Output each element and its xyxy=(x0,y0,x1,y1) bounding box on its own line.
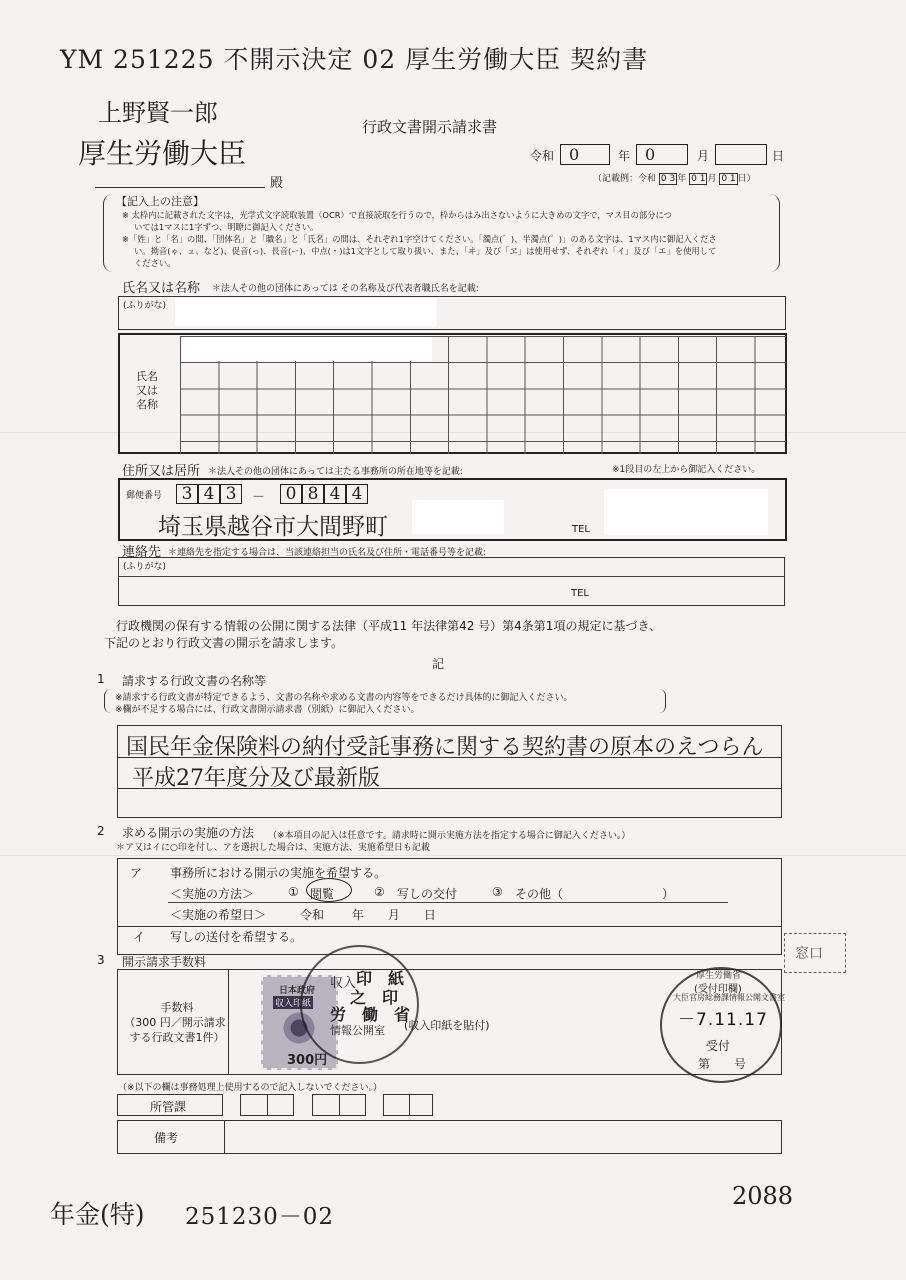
ki-label: 記 xyxy=(432,657,445,671)
option-a-label[interactable]: ア xyxy=(130,866,143,880)
date-example-year-unit: 年 xyxy=(677,174,687,184)
notes-body xyxy=(122,209,717,269)
form-title: 行政文書開示請求書 xyxy=(362,118,498,136)
date-day-unit: 日 xyxy=(772,149,785,163)
method-opt3-number: ③ xyxy=(492,885,503,899)
date-month-box[interactable] xyxy=(636,144,688,165)
dept-label-box xyxy=(117,1094,223,1116)
section1-number: 1 xyxy=(97,672,105,686)
receipt-stamp-title: (受付印欄) xyxy=(694,984,742,995)
date-example-month-unit: 月 xyxy=(707,174,717,184)
method-opt3-close: ） xyxy=(662,887,675,901)
document-name-line-1: 国民年金保険料の納付受託事務に関する契約書の原本のえつらん xyxy=(126,735,764,760)
section1-note-2: ※欄が不足する場合には、行政文書開示請求書（別紙）に御記入ください。 xyxy=(115,705,420,715)
handwritten-bottom-code: 251230－02 xyxy=(185,1204,335,1230)
address-section-note: ＊法人その他の団体にあっては主たる事務所の所在地等を記載: xyxy=(208,467,463,477)
date-year-value: 0 xyxy=(569,145,580,164)
notes-title: 【記入上の注意】 xyxy=(116,195,204,208)
date-month-unit: 月 xyxy=(697,149,710,163)
address-section-label: 住所又は居所 xyxy=(122,464,201,479)
postal-code-1[interactable] xyxy=(176,484,242,504)
notes-line-1: ※ 太枠内に記載された文字は，光学式文字読取装置（OCR）で直接読取を行うので，枠からはみ出さないように大きめの文字で，マス目の部分につ xyxy=(122,210,672,220)
name-row-label-1: 氏名 xyxy=(136,370,158,383)
redacted-furigana xyxy=(175,298,437,326)
date-month-value: 0 xyxy=(645,145,656,164)
method-opt1-number: ① xyxy=(288,885,299,899)
remarks-box xyxy=(117,1120,782,1154)
date-day-box[interactable] xyxy=(715,144,767,165)
receipt-stamp-date: －7.11.17 xyxy=(678,1010,768,1030)
receipt-stamp-top: 厚生労働省 xyxy=(696,971,742,981)
postal-digit: 3 xyxy=(220,484,242,504)
name-row-label-3: 名称 xyxy=(136,398,158,411)
date-year-box[interactable] xyxy=(560,144,610,165)
handwritten-addressee-name: 上野賢一郎 xyxy=(98,99,218,127)
remarks-label: 備考 xyxy=(154,1131,179,1145)
address-tel-label: TEL xyxy=(572,524,590,535)
notes-line-3: ※「姓」と「名」の間、「団体名」と「職名」と「氏名」の間は、それぞれ1字空けてください。「濁点(゛)、半濁点(゜)」のある文字は、1マス内に御記入くださ xyxy=(122,234,717,244)
name-furigana-label: (ふりがな) xyxy=(123,301,167,311)
cancellation-seal-prefix: 収入 xyxy=(330,976,357,991)
redacted-tel xyxy=(604,489,768,535)
contact-section-note: ＊連絡先を指定する場合は、当該連絡担当の氏名及び住所・電話番号等を記載: xyxy=(168,548,487,558)
postal-dash: － xyxy=(252,490,266,505)
cancellation-seal-text-2: 之 印 xyxy=(350,988,399,1007)
cancellation-seal-text-4: 情報公開室 xyxy=(330,1024,385,1037)
method-label: ＜実施の方法＞ xyxy=(170,887,255,901)
notes-line-4: い。拗音(ゃ、ュ、など)、促音(っ)、長音(ー)、中点(・)は1文字として取り扱い、また、「ヰ」及び「ヱ」は使用せず、それぞれ「イ」及び「エ」を使用して xyxy=(134,246,717,256)
method-opt2-number: ② xyxy=(374,885,385,899)
fee-label xyxy=(126,1000,228,1045)
notes-line-5: ください。 xyxy=(134,258,176,268)
section1-note-1: ※請求する行政文書が特定できるよう、文書の名称や求める文書の内容等をできるだけ具体的に御記入ください。 xyxy=(115,693,573,703)
date-example-year: 0 3 xyxy=(660,174,676,184)
desired-date-text[interactable]: 令和 年 月 日 xyxy=(300,908,436,922)
name-row-label-2: 又は xyxy=(136,384,158,397)
addressee-underline xyxy=(95,187,265,188)
postal-label: 郵便番号 xyxy=(126,491,163,501)
redacted-name xyxy=(182,337,432,361)
address-right-note: ※1段目の左上から御記入ください。 xyxy=(612,465,761,475)
date-era: 令和 xyxy=(530,149,555,163)
dept-label: 所管課 xyxy=(150,1100,187,1114)
option-i-text: 写しの送付を希望する。 xyxy=(170,930,303,944)
cancellation-seal-text-1: 印 紙 xyxy=(356,969,405,988)
option-i-label[interactable]: イ xyxy=(133,930,146,944)
postal-digit: 3 xyxy=(176,484,198,504)
date-example xyxy=(593,171,756,184)
revenue-stamp-header: 日本政府 xyxy=(279,986,316,996)
dono-label: 殿 xyxy=(270,176,284,191)
postal-digit: 8 xyxy=(302,484,324,504)
method-opt3-other[interactable]: その他（ xyxy=(515,887,564,901)
section3-title: 開示請求手数料 xyxy=(122,955,207,969)
date-example-month: 0 1 xyxy=(691,174,706,184)
preamble-line-1: 行政機関の保有する情報の公開に関する法律（平成11 年法律第42 号）第4条第1項の規定に基づき、 xyxy=(116,619,661,633)
receipt-stamp-mid: 受付 xyxy=(706,1039,731,1053)
handwritten-addressee-title: 厚生労働大臣 xyxy=(78,137,247,170)
method-opt2-copy[interactable]: 写しの交付 xyxy=(397,887,458,901)
dept-code-box-3 xyxy=(383,1094,433,1116)
date-example-prefix: （記載例：令和 xyxy=(593,174,657,184)
contact-furigana-label: (ふりがな) xyxy=(123,562,167,572)
office-use-note: （※以下の欄は事務処理上使用するので記入しないでください。） xyxy=(118,1083,383,1093)
date-year-unit: 年 xyxy=(618,149,631,163)
contact-box[interactable] xyxy=(118,557,785,606)
date-example-day: 0 1 xyxy=(721,174,736,184)
receipt-stamp-org: 大臣官房総務課情報公開文書室 xyxy=(673,993,785,1002)
section2-number: 2 xyxy=(97,824,105,838)
date-example-day-unit: 日） xyxy=(737,174,756,184)
postal-digit: 4 xyxy=(198,484,220,504)
cancellation-seal-text-3: 労 働 省 xyxy=(330,1005,411,1024)
dept-code-box-1 xyxy=(240,1094,294,1116)
preamble-line-2: 下記のとおり行政文書の開示を請求します。 xyxy=(104,636,344,650)
section2-sub-note: ＊ア又はイに○印を付し、アを選択した場合は、実施方法、実施希望日も記載 xyxy=(116,843,430,853)
contact-tel-label: TEL xyxy=(571,588,589,599)
dept-code-box-2 xyxy=(312,1094,366,1116)
fee-label-2: （300 円／開示請求 xyxy=(124,1016,226,1029)
side-stamp-text: 窓口 xyxy=(795,946,823,962)
name-section-label: 氏名又は名称 xyxy=(122,281,201,296)
revenue-stamp-value: 300円 xyxy=(287,1053,328,1068)
redacted-address xyxy=(412,500,504,534)
name-row-label xyxy=(136,370,158,412)
handwritten-circle-browse xyxy=(306,878,352,902)
postal-code-2[interactable] xyxy=(280,484,368,504)
section1-title: 請求する行政文書の名称等 xyxy=(122,674,267,688)
postal-digit: 4 xyxy=(324,484,346,504)
section2-title-note: （※本項目の記入は任意です。請求時に開示実施方法を指定する場合に御記入ください。） xyxy=(268,831,631,841)
receipt-stamp-bottom: 第 号 xyxy=(698,1057,747,1071)
section3-number: 3 xyxy=(97,953,105,967)
section2-title: 求める開示の実施の方法 xyxy=(122,826,255,840)
fee-label-3: する行政文書1件） xyxy=(129,1031,225,1044)
address-handwritten: 埼玉県越谷市大間野町 xyxy=(158,514,388,540)
name-section-note: ＊法人その他の団体にあっては その名称及び代表者職氏名を記載: xyxy=(212,284,479,294)
contact-section-label: 連絡先 xyxy=(122,545,162,560)
handwritten-bottom-right: 2088 xyxy=(732,1182,794,1210)
handwritten-top-note: YM 251225 不開示決定 02 厚生労働大臣 契約書 xyxy=(60,45,649,74)
desired-date-label: ＜実施の希望日＞ xyxy=(170,908,267,922)
revenue-stamp-sub: 収入印紙 xyxy=(273,996,313,1009)
document-name-line-2: 平成27年度分及び最新版 xyxy=(132,766,380,791)
option-a-text: 事務所における開示の実施を希望する。 xyxy=(170,866,387,880)
postal-digit: 4 xyxy=(346,484,368,504)
postal-digit: 0 xyxy=(280,484,302,504)
handwritten-bottom-left: 年金(特) xyxy=(50,1200,145,1229)
notes-line-2: いては1マスに1字ずつ、明瞭に御記入ください。 xyxy=(134,222,319,232)
side-stamp xyxy=(784,933,846,973)
stamp-affix-note: (収入印紙を貼付) xyxy=(404,1019,490,1032)
method-opt1-browse[interactable]: 閲覧 xyxy=(310,887,335,901)
fee-label-1: 手数料 xyxy=(160,1001,194,1014)
